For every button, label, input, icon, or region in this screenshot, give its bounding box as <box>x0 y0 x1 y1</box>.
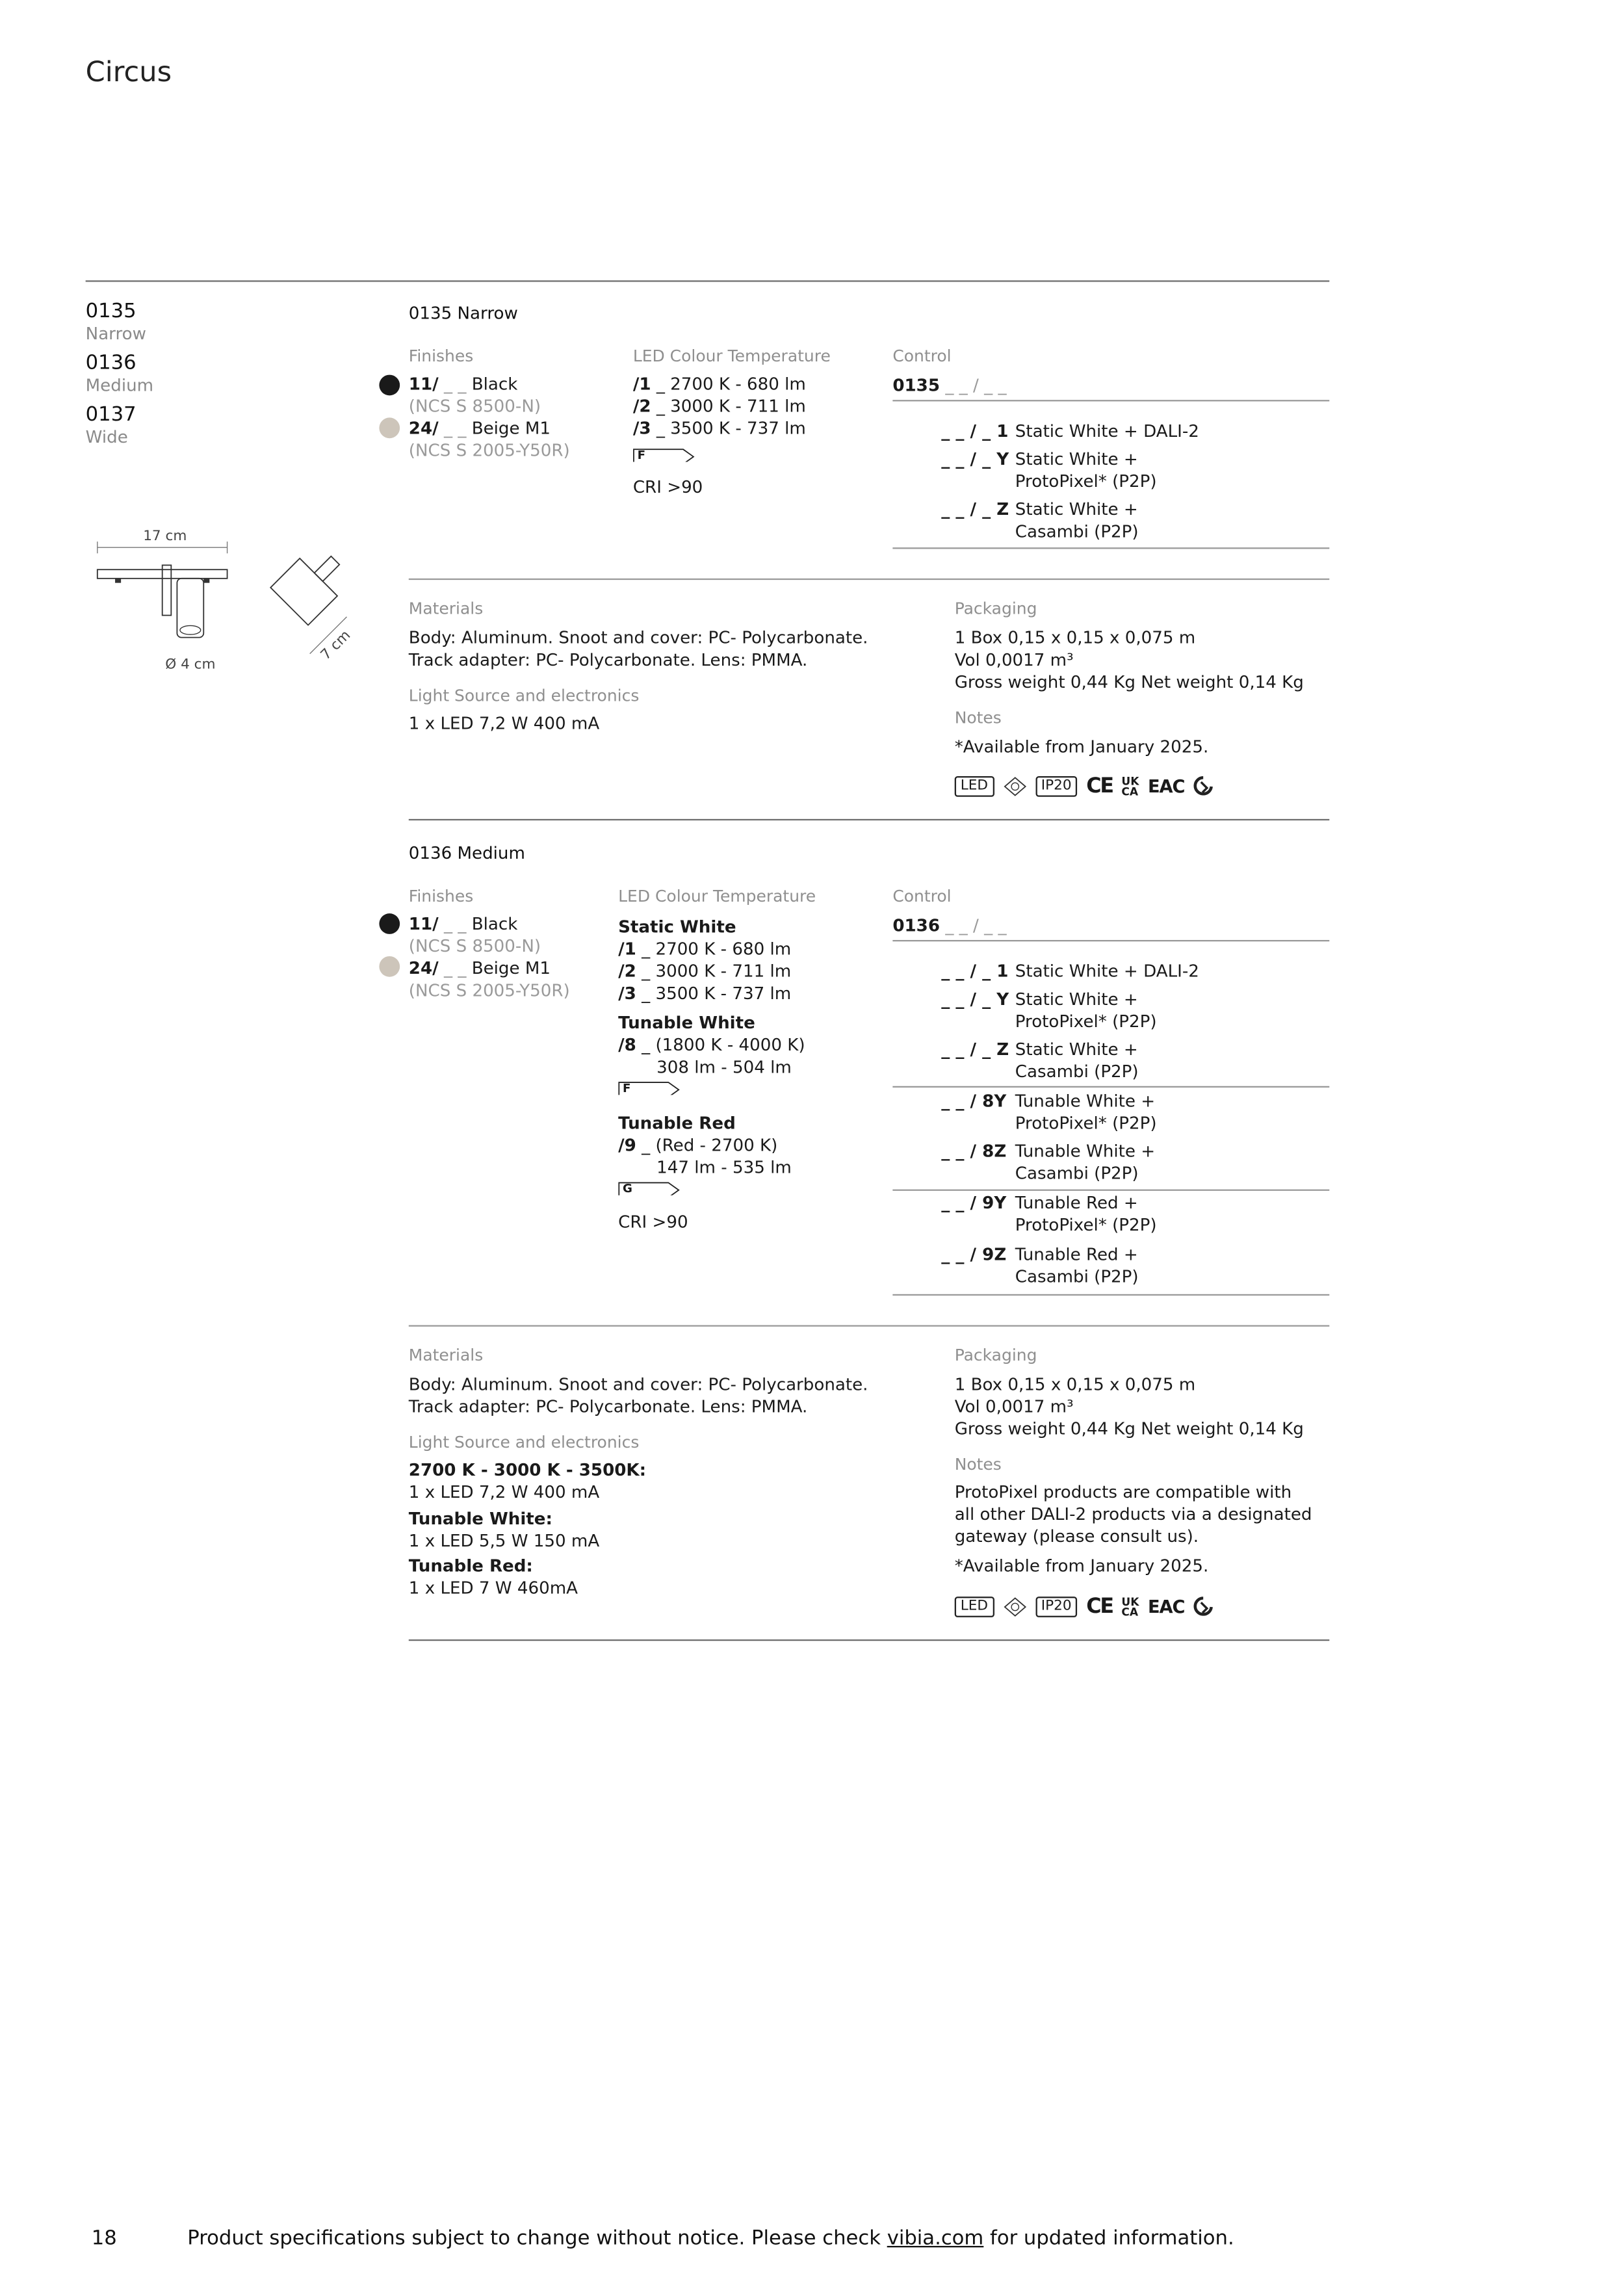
finish-ncs: (NCS S 2005-Y50R) <box>408 439 570 461</box>
materials-line: Track adapter: PC- Polycarbonate. Lens: PMMA. <box>408 1396 808 1417</box>
finish-item: 24/ _ _ Beige M1 <box>408 958 551 979</box>
packaging-label: Packaging <box>954 599 1037 619</box>
materials-line: Body: Aluminum. Snoot and cover: PC- Polycarbonate. <box>408 627 868 648</box>
notes-label: Notes <box>954 1455 1002 1474</box>
rule <box>409 1325 1329 1326</box>
control-options <box>941 421 1325 549</box>
control-option: _ _ / _ Y Static White + ProtoPixel* (P2P) <box>941 988 1157 1032</box>
control-option: _ _ / _ 1 Static White + DALI-2 <box>941 960 1199 982</box>
diameter-label: Ø 4 cm <box>165 657 216 673</box>
notes-line: gateway (please consult us). <box>954 1526 1199 1546</box>
ce-mark-icon: CE <box>1086 1595 1113 1619</box>
finish-ncs: (NCS S 2005-Y50R) <box>408 980 570 1001</box>
cri: CRI >90 <box>632 476 703 497</box>
light-source: 1 x LED 7,2 W 400 mA <box>408 712 600 734</box>
energy-class: F <box>637 449 646 462</box>
model-name: Narrow <box>85 323 146 344</box>
packaging-line: Vol 0,0017 m³ <box>954 649 1074 670</box>
page-title: Circus <box>85 56 172 89</box>
control-option: _ _ / 9Z Tunable Red + Casambi (P2P) <box>941 1244 1139 1287</box>
model-name: Medium <box>85 374 154 396</box>
control-option: _ _ / 8Y Tunable White + ProtoPixel* (P2P) <box>941 1090 1157 1134</box>
energy-class: G <box>622 1182 632 1195</box>
light-source: 1 x LED 7,2 W 400 mA <box>408 1481 600 1502</box>
notes-line: ProtoPixel products are compatible with <box>954 1481 1292 1502</box>
energy-icon <box>1003 1597 1026 1617</box>
page-number: 18 <box>91 2226 117 2250</box>
ip-rating-icon: IP20 <box>1035 776 1078 797</box>
tunable-red-item: /9 _ (Red - 2700 K) <box>618 1134 778 1156</box>
width-label: 17 cm <box>143 528 187 545</box>
control-label: Control <box>892 887 952 906</box>
section-header-medium: 0136 Medium <box>408 842 525 863</box>
light-source-heading: 2700 K - 3000 K - 3500K: <box>408 1459 647 1480</box>
control-label: Control <box>892 346 952 366</box>
rule <box>409 819 1329 820</box>
model-list <box>86 300 153 449</box>
energy-icon <box>1003 776 1026 797</box>
rule <box>892 400 1329 401</box>
vibia-link[interactable]: vibia.com <box>887 2226 984 2250</box>
finish-swatch-beige <box>379 956 400 977</box>
control-option: _ _ / _ 1 Static White + DALI-2 <box>941 420 1199 441</box>
finishes-label: Finishes <box>408 887 474 906</box>
notes-line: *Available from January 2025. <box>954 1555 1209 1576</box>
led-item: /3 _ 3500 K - 737 lm <box>618 982 792 1004</box>
control-option: _ _ / _ Y Static White + ProtoPixel* (P2P) <box>941 449 1157 491</box>
control-option: _ _ / 9Y Tunable Red + ProtoPixel* (P2P) <box>941 1192 1157 1235</box>
tunable-red-lm: 147 lm - 535 lm <box>656 1156 792 1178</box>
ip-rating-icon: IP20 <box>1035 1597 1078 1617</box>
finish-swatch-black <box>379 375 400 396</box>
finish-item: 11/ _ _ Black <box>408 913 518 934</box>
control-option: _ _ / 8Z Tunable White + Casambi (P2P) <box>941 1140 1156 1184</box>
model-code: 0136 <box>85 351 136 375</box>
rule <box>409 579 1329 580</box>
rule <box>892 547 1329 549</box>
notes-line: all other DALI-2 products via a designated <box>954 1504 1312 1524</box>
ukca-mark-icon: UK CA <box>1121 1595 1139 1619</box>
finish-ncs: (NCS S 8500-N) <box>408 935 541 956</box>
model-code: 0137 <box>85 402 136 427</box>
light-source: 1 x LED 5,5 W 150 mA <box>408 1530 600 1551</box>
footer-text: Product specifications subject to change without notice. Please check vibia.com for updated information. <box>187 2226 1234 2250</box>
led-item: /2 _ 3000 K - 711 lm <box>618 960 792 982</box>
packaging-line: 1 Box 0,15 x 0,15 x 0,075 m <box>954 1374 1196 1395</box>
top-rule <box>86 280 1330 281</box>
tunable-red-label: Tunable Red <box>618 1112 736 1134</box>
section-header-narrow: 0135 Narrow <box>408 302 518 324</box>
certification-icons <box>955 1594 1213 1621</box>
depth-label: 7 cm <box>318 627 354 664</box>
finish-swatch-beige <box>379 417 400 438</box>
notes-line: *Available from January 2025. <box>954 736 1209 757</box>
ukca-mark-icon: UK CA <box>1121 774 1139 799</box>
light-source-label: Light Source and electronics <box>408 686 640 706</box>
energy-class: F <box>622 1081 631 1095</box>
rule <box>892 1086 1329 1088</box>
control-option: _ _ / _ Z Static White + Casambi (P2P) <box>941 1039 1139 1082</box>
model-code: 0135 <box>85 299 136 324</box>
control-option: _ _ / _ Z Static White + Casambi (P2P) <box>941 499 1139 542</box>
rule <box>892 940 1329 941</box>
control-options <box>941 961 1325 1294</box>
tunable-white-lm: 308 lm - 504 lm <box>656 1056 792 1078</box>
packaging-line: Vol 0,0017 m³ <box>954 1396 1074 1417</box>
static-white-label: Static White <box>618 916 736 937</box>
certification-icons <box>955 773 1213 800</box>
control-code: 0135 _ _ / _ _ <box>892 374 1007 396</box>
finish-item: 11/ _ _ Black <box>408 373 518 395</box>
rule <box>892 1294 1329 1296</box>
materials-line: Body: Aluminum. Snoot and cover: PC- Polycarbonate. <box>408 1374 868 1395</box>
cri: CRI >90 <box>618 1211 688 1233</box>
light-source-heading: Tunable Red: <box>408 1555 533 1576</box>
finish-swatch-black <box>379 913 400 934</box>
light-source-heading: Tunable White: <box>408 1507 552 1529</box>
led-item: /2 _ 3000 K - 711 lm <box>632 395 806 417</box>
light-source-label: Light Source and electronics <box>408 1433 640 1452</box>
packaging-line: Gross weight 0,44 Kg Net weight 0,14 Kg <box>954 1418 1304 1439</box>
led-item: /1 _ 2700 K - 680 lm <box>618 938 792 959</box>
led-label: LED Colour Temperature <box>618 887 816 906</box>
packaging-line: Gross weight 0,44 Kg Net weight 0,14 Kg <box>954 671 1304 692</box>
rule <box>409 1639 1329 1641</box>
led-item: /3 _ 3500 K - 737 lm <box>632 417 806 439</box>
led-item: /1 _ 2700 K - 680 lm <box>632 373 806 395</box>
notes-label: Notes <box>954 708 1002 728</box>
packaging-line: 1 Box 0,15 x 0,15 x 0,075 m <box>954 627 1196 648</box>
finish-item: 24/ _ _ Beige M1 <box>408 417 551 439</box>
technical-drawing <box>86 524 366 686</box>
materials-label: Materials <box>408 1346 484 1365</box>
rule <box>892 1190 1329 1191</box>
materials-line: Track adapter: PC- Polycarbonate. Lens: PMMA. <box>408 649 808 670</box>
finish-ncs: (NCS S 8500-N) <box>408 395 541 417</box>
tunable-white-item: /8 _ (1800 K - 4000 K) <box>618 1034 805 1056</box>
packaging-label: Packaging <box>954 1346 1037 1365</box>
control-code: 0136 _ _ / _ _ <box>892 915 1007 936</box>
led-icon: LED <box>955 1597 994 1617</box>
materials-label: Materials <box>408 599 484 619</box>
tunable-white-label: Tunable White <box>618 1012 755 1033</box>
eac-mark-icon: EAC <box>1148 1597 1185 1617</box>
finishes-label: Finishes <box>408 346 474 366</box>
ce-mark-icon: CE <box>1086 774 1113 799</box>
eac-mark-icon: EAC <box>1148 776 1185 797</box>
led-label: LED Colour Temperature <box>632 346 831 366</box>
light-source: 1 x LED 7 W 460mA <box>408 1577 578 1598</box>
recycle-icon <box>1193 776 1213 797</box>
model-name: Wide <box>85 426 128 447</box>
recycle-icon <box>1193 1597 1213 1617</box>
led-icon: LED <box>955 776 994 797</box>
